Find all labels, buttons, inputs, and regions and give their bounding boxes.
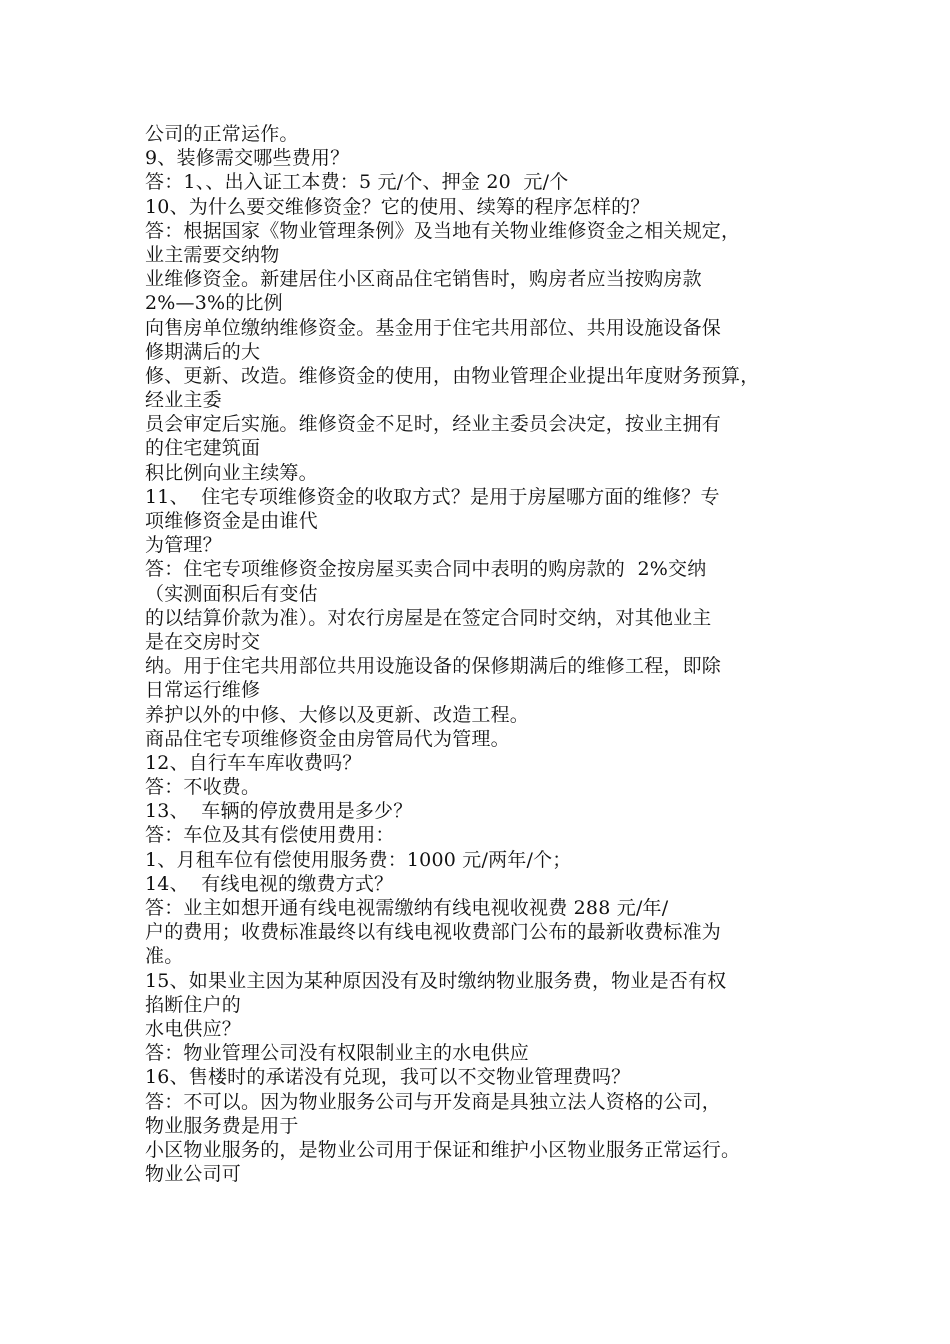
- text-line: 水电供应？: [145, 1017, 242, 1040]
- question-10: 10、为什么要交维修资金？它的使用、续筹的程序怎样的？: [145, 195, 650, 218]
- answer-16: 答：不可以。因为物业服务公司与开发商是具独立法人资格的公司，: [145, 1090, 722, 1113]
- text-line: 2%—3%的比例: [145, 292, 283, 315]
- text-line: 向售房单位缴纳维修资金。基金用于住宅共用部位、共用设施设备保: [145, 316, 722, 339]
- text-line: 业维修资金。新建居住小区商品住宅销售时，购房者应当按购房款: [145, 268, 702, 291]
- answer-11: 答：住宅专项维修资金按房屋买卖合同中表明的购房款的 2%交纳: [145, 558, 707, 581]
- text-line: 公司的正常运作。: [145, 123, 299, 145]
- text-line: 日常运行维修: [145, 679, 261, 702]
- question-16: 16、售楼时的承诺没有兑现，我可以不交物业管理费吗？: [145, 1066, 631, 1089]
- text-line: 的住宅建筑面: [145, 437, 261, 460]
- document-body: [145, 122, 825, 1186]
- text-line: 修、更新、改造。维修资金的使用，由物业管理企业提出年度财务预算，: [145, 364, 760, 387]
- answer-15: 答：物业管理公司没有权限制业主的水电供应: [145, 1042, 530, 1065]
- text-line: 户的费用；收费标准最终以有线电视收费部门公布的最新收费标准为: [145, 921, 722, 944]
- text-line: 物业服务费是用于: [145, 1114, 299, 1137]
- question-14: 14、 有线电视的缴费方式？: [145, 872, 394, 895]
- text-line: 商品住宅专项维修资金由房管局代为管理。: [145, 727, 510, 750]
- text-line: 业主需要交纳物: [145, 243, 280, 266]
- text-line: （实测面积后有变估: [145, 582, 318, 605]
- text-line: 积比例向业主续筹。: [145, 461, 318, 484]
- text-line: 掐断住户的: [145, 993, 242, 1016]
- question-12: 12、自行车车库收费吗？: [145, 751, 362, 774]
- text-line: 经业主委: [145, 389, 222, 412]
- text-line: 准。: [145, 945, 184, 968]
- question-15: 15、如果业主因为某种原因没有及时缴纳物业服务费，物业是否有权: [145, 969, 727, 992]
- text-line: 是在交房时交: [145, 630, 261, 653]
- text-line: 1、月租车位有偿使用服务费：1000 元/两年/个；: [145, 848, 572, 871]
- text-line: 项维修资金是由谁代: [145, 510, 318, 532]
- question-9: 9、装修需交哪些费用？: [145, 147, 350, 170]
- text-line: 为管理？: [145, 534, 222, 557]
- question-13: 13、 车辆的停放费用是多少？: [145, 800, 413, 823]
- answer-9: 答：1、、出入证工本费：5 元/个、押金 20 元/个: [145, 171, 569, 194]
- text-line: 养护以外的中修、大修以及更新、改造工程。: [145, 703, 530, 726]
- question-11: 11、 住宅专项维修资金的收取方式？是用于房屋哪方面的维修？专: [145, 485, 720, 508]
- text-line: 纳。用于住宅共用部位共用设施设备的保修期满后的维修工程，即除: [145, 655, 722, 678]
- text-line: 小区物业服务的，是物业公司用于保证和维护小区物业服务正常运行。: [145, 1138, 741, 1161]
- text-line: 员会审定后实施。维修资金不足时，经业主委员会决定，按业主拥有: [145, 413, 722, 436]
- answer-10: 答：根据国家《物业管理条例》及当地有关物业维修资金之相关规定，: [145, 219, 741, 242]
- text-line: 物业公司可: [145, 1163, 242, 1186]
- text-line: 的以结算价款为准）。对农行房屋是在签定合同时交纳，对其他业主: [145, 606, 712, 629]
- answer-14: 答：业主如想开通有线电视需缴纳有线电视收视费 288 元/年/: [145, 897, 669, 919]
- answer-13: 答：车位及其有偿使用费用：: [145, 824, 395, 847]
- text-line: 修期满后的大: [145, 340, 261, 363]
- answer-12: 答：不收费。: [145, 776, 261, 799]
